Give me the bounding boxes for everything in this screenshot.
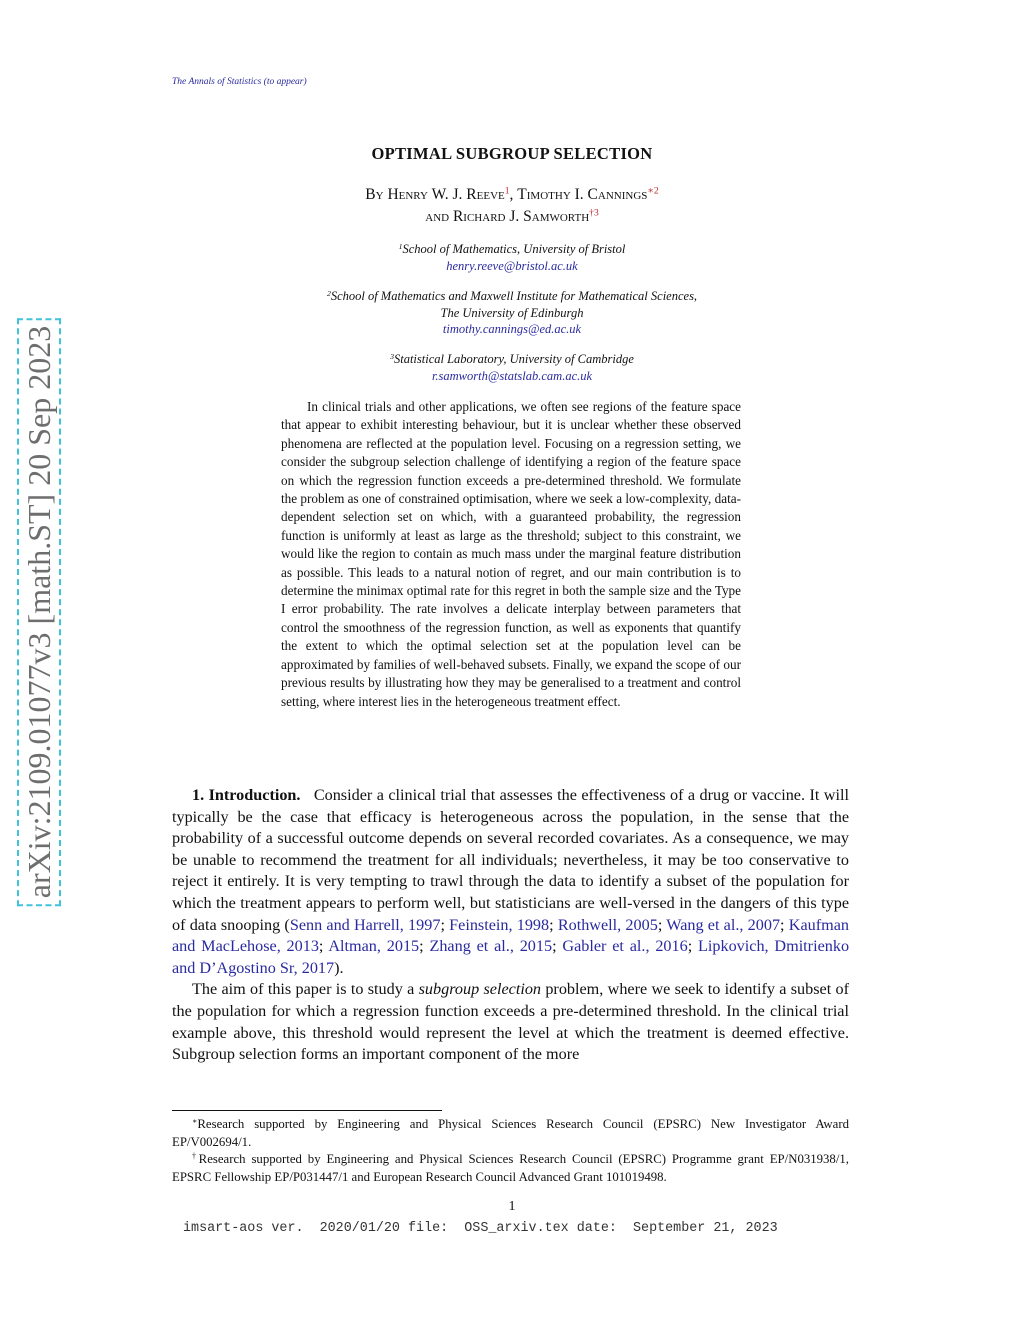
affiliation-3-email[interactable]: r.samworth@statslab.cam.ac.uk [431,368,593,383]
author-line-2 [0,206,1024,228]
section-heading: 1. Introduction. [192,786,301,804]
paper-title: OPTIMAL SUBGROUP SELECTION [371,144,653,163]
affiliation-1-mark: 1 [398,241,403,251]
affiliation-3 [0,351,1024,384]
citation-rothwell[interactable]: Rothwell, 2005 [557,915,658,934]
author-cannings: Timothy I. Cannings [517,186,648,203]
citation-gabler[interactable]: Gabler et al., 2016 [562,937,688,956]
intro-paragraph-2 [172,979,849,1065]
page-number: 1 [508,1199,516,1214]
footnotes [172,1116,849,1186]
citation-zhang[interactable]: Zhang et al., 2015 [429,937,553,956]
footnote-1-mark: ∗ [192,1116,198,1126]
by-label: By [365,186,384,203]
footnote-2-text: Research supported by Engineering and Physical Sciences Research Council (EPSRC) Programme grant EP/N031938/1, EPSRC Fellowship EP/P031447/1 and European Research Council Advanced Grant 101019498. [172,1152,849,1184]
affiliation-3-mark: 3 [390,351,394,361]
intro-p1-end: ). [334,958,344,977]
footnote-2 [172,1151,849,1186]
journal-name[interactable]: The Annals of Statistics (to appear) [172,77,307,87]
intro-p1-text: Consider a clinical trial that assesses the effectiveness of a drug or vaccine. It will typically be the case that efficacy is heterogeneous across the population, in the sense that the probability of a successful outcome depends on several recorded covariates. As a consequence, we may be unable to recommend the treatment for all individuals; nevertheless, it may be too conservative to reject it entirely. It is very tempting to trawl through the data to identify a subset of the population for which the treatment appears to perform well, but statisticians are well-versed in the dangers of this type of data snooping ( [172,786,849,934]
abstract: In clinical trials and other applications, we often see regions of the feature space that appear to exhibit interesting behaviour, but it is unclear whether these observed phenomena are reflected at the population level. Focusing on a regression setting, we consider the subgroup selection challenge of identifying a region of the feature space on which the regression function exceeds a pre-determined threshold. We formulate the problem as one of constrained optimisation, where we seek a low-complexity, data-dependent selection set on which, with a guaranteed probability, the regression function is uniformly at least as large as the threshold; subject to this constraint, we would like the region to contain as much mass under the marginal feature distribution as possible. This leads to a natural notion of regret, and our main contribution is to determine the minimax optimal rate for this regret in both the sample size and the Type I error probability. The rate involves a delicate interplay between parameters that control the smoothness of the regression function, as well as exponents that quantify the extent to which the optimal selection set at the population level can be approximated by families of well-behaved subsets. Finally, we expand the scope of our previous results by illustrating how they may be generalised to a treatment and control setting, where interest lies in the heterogeneous treatment effect. [281,399,741,709]
citation-feinstein[interactable]: Feinstein, 1998 [449,915,550,934]
affiliation-1-line: School of Mathematics, University of Bristol [402,242,626,256]
affiliation-2-mark: 2 [326,288,331,298]
affiliation-2-email[interactable]: timothy.cannings@ed.ac.uk [442,322,582,336]
affiliation-1 [0,241,1024,274]
arxiv-stamp [17,298,61,926]
intro-paragraph-1: 1. Introduction. Consider a clinical trial that assesses the effectiveness of a drug or vaccine. It will typically be the case that efficacy is heterogeneous across the population, in the sense that the probability of a successful outcome depends on several recorded covariates. As a consequence, we may be unable to recommend the treatment for all individuals; nevertheless, it may be too conservative to reject it entirely. It is very tempting to trawl through the data to identify a subset of the population for which the treatment appears to perform well, but statisticians are well-versed in the dangers of this type of data snooping (Senn and Harrell, 1997; Feinstein, 1998; Rothwell, 2005; Wang et al., 2007; Kaufman and MacLehose, 2013; Altman, 2015; Zhang et al., 2015; Gabler et al., 2016; Lipkovich, Dmitrienko and D’Agostino Sr, 2017). [172,786,850,977]
arxiv-stamp-text: arXiv:2109.01077v3 [math.ST] 20 Sep 2023 [17,318,61,906]
footnote-2-mark: † [192,1151,199,1161]
and-label: and [425,208,450,225]
footnote-rule [172,1110,442,1111]
citation-wang[interactable]: Wang et al., 2007 [666,915,781,934]
author-line-1: By Henry W. J. Reeve$^1$, Timothy I. Cannings$^{∗2}$ [365,185,659,203]
citation-senn[interactable]: Senn and Harrell, 1997 [289,915,441,934]
author-reeve-mark[interactable]: 1 [504,185,510,197]
imsart-footer: imsart-aos ver. 2020/01/20 file: OSS_arxiv.tex date: September 21, 2023 [183,1221,778,1236]
author-samworth-mark[interactable]: †3 [589,207,599,219]
author-cannings-mark[interactable]: ∗2 [647,185,659,197]
citation-kaufman[interactable]: Kaufman and MacLehose, 2013 [172,915,849,956]
author-reeve: Henry W. J. Reeve [387,186,505,203]
footnote-1 [172,1116,849,1151]
footnote-1-text: Research supported by Engineering and Physical Sciences Research Council (EPSRC) New Investigator Award EP/V002694/1. [172,1117,849,1149]
affiliation-2-line-1: School of Mathematics and Maxwell Institute for Mathematical Sciences, [330,289,698,303]
author-samworth: Richard J. Samworth [452,208,590,225]
affiliation-2-line-2: The University of Edinburgh [440,305,584,320]
affiliation-3-line: Statistical Laboratory, University of Cambridge [393,352,634,366]
intro-p2-a: The aim of this paper is to study a [192,980,419,999]
affiliation-2 [0,288,1024,338]
affiliation-1-email[interactable]: henry.reeve@bristol.ac.uk [446,258,578,273]
intro-p2-emphasis: subgroup selection [418,980,542,999]
introduction [172,785,849,1066]
citation-altman[interactable]: Altman, 2015 [328,937,420,956]
citation-lipkovich[interactable]: Lipkovich, Dmitrienko and D’Agostino Sr, 2017 [172,937,850,977]
intro-p2-b: problem, where we seek to identify a subset of the population for which a regression function exceeds a pre-determined threshold. In the clinical trial example above, this threshold would represent the level at which the treatment is deemed effective. Subgroup selection forms an important component of the more [172,980,849,1064]
